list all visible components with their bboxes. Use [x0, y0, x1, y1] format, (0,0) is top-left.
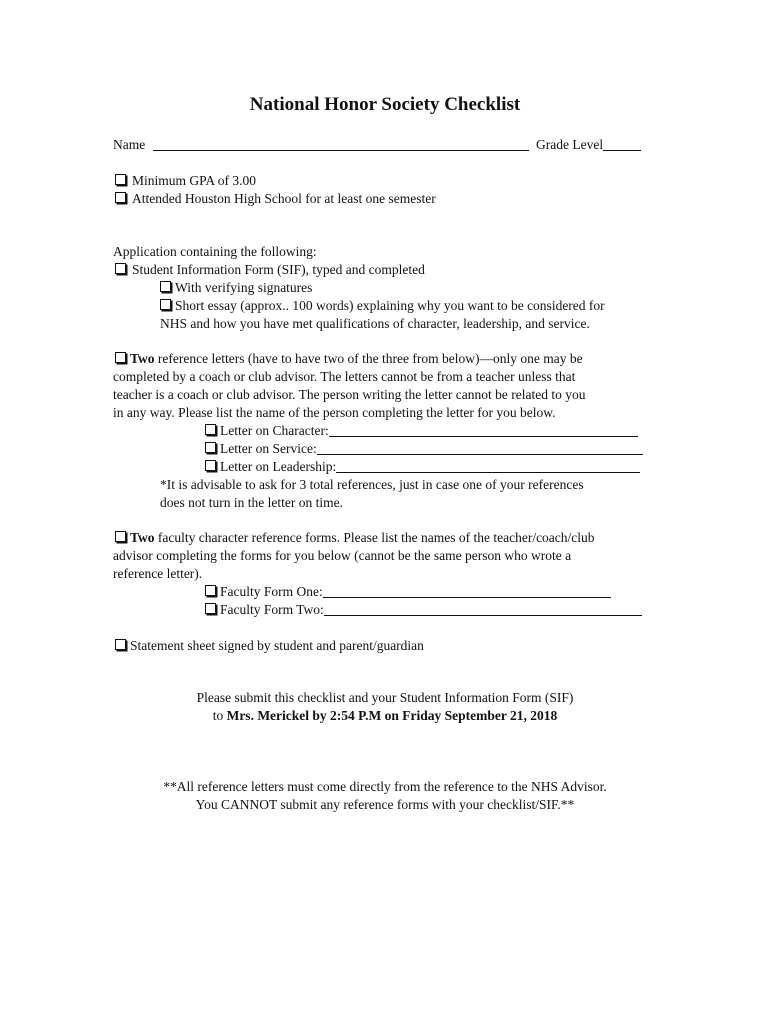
checkbox[interactable]: [205, 585, 216, 596]
faculty-form-two-field[interactable]: [324, 602, 642, 616]
faculty-text: advisor completing the forms for you below (cannot be the same person who wrote a: [113, 548, 572, 563]
submit-deadline: to Mrs. Merickel by 2:54 P.M on Friday September 21, 2018: [212, 708, 558, 723]
footer-note: You CANNOT submit any reference forms with your checklist/SIF.**: [195, 797, 575, 812]
essay-continued: NHS and how you have met qualifications of character, leadership, and service.: [160, 316, 590, 331]
checkbox[interactable]: [205, 424, 216, 435]
letter-character-row: Letter on Character:: [205, 422, 638, 440]
checklist-item-sif: Student Information Form (SIF), typed and completed: [115, 261, 425, 279]
name-row: [113, 136, 641, 154]
checkbox[interactable]: [205, 442, 216, 453]
checkbox[interactable]: [115, 639, 126, 650]
reference-note: *It is advisable to ask for 3 total references, just in case one of your references: [160, 477, 584, 492]
checkbox[interactable]: [115, 192, 126, 203]
reference-text: in any way. Please list the name of the person completing the letter for you below.: [113, 405, 556, 420]
faculty-form-one-row: Faculty Form One:: [205, 583, 611, 601]
checkbox[interactable]: [205, 460, 216, 471]
faculty-form-one-field[interactable]: [323, 584, 611, 598]
checklist-item-reference-letters: Two reference letters (have to have two of the three from below)—only one may be: [115, 350, 583, 368]
checklist-item-faculty-forms: Two faculty character reference forms. Please list the names of the teacher/coach/club: [115, 529, 595, 547]
grade-level-label: Grade Level: [535, 137, 604, 152]
checklist-item-signatures: With verifying signatures: [160, 279, 312, 297]
letter-service-field[interactable]: [317, 441, 643, 455]
name-field[interactable]: [153, 137, 529, 151]
name-label: Name: [113, 137, 146, 152]
checklist-item-essay: Short essay (approx.. 100 words) explaining why you want to be considered for: [160, 297, 605, 315]
faculty-form-two-row: Faculty Form Two:: [205, 601, 642, 619]
letter-service-row: Letter on Service:: [205, 440, 643, 458]
checklist-item-gpa: Minimum GPA of 3.00: [115, 172, 256, 190]
checkbox[interactable]: [115, 263, 126, 274]
checkbox[interactable]: [160, 281, 171, 292]
letter-leadership-row: Letter on Leadership:: [205, 458, 640, 476]
checkbox[interactable]: [160, 299, 171, 310]
checkbox[interactable]: [115, 531, 126, 542]
footer-note: **All reference letters must come directly from the reference to the NHS Advisor.: [163, 779, 607, 794]
checklist-item-statement: Statement sheet signed by student and parent/guardian: [115, 637, 424, 655]
page-title: National Honor Society Checklist: [249, 94, 521, 115]
submit-instructions: Please submit this checklist and your Student Information Form (SIF): [196, 690, 574, 705]
reference-text: teacher is a coach or club advisor. The person writing the letter cannot be related to you: [113, 387, 586, 402]
reference-text: completed by a coach or club advisor. The letters cannot be from a teacher unless that: [113, 369, 576, 384]
letter-leadership-field[interactable]: [336, 459, 640, 473]
checkbox[interactable]: [115, 174, 126, 185]
checkbox[interactable]: [205, 603, 216, 614]
application-intro: Application containing the following:: [113, 244, 317, 259]
checklist-item-attendance: Attended Houston High School for at least one semester: [115, 190, 436, 208]
checkbox[interactable]: [115, 352, 126, 363]
letter-character-field[interactable]: [329, 423, 638, 437]
reference-note: does not turn in the letter on time.: [160, 495, 343, 510]
grade-level-field[interactable]: [603, 137, 641, 151]
faculty-text: reference letter).: [113, 566, 203, 581]
